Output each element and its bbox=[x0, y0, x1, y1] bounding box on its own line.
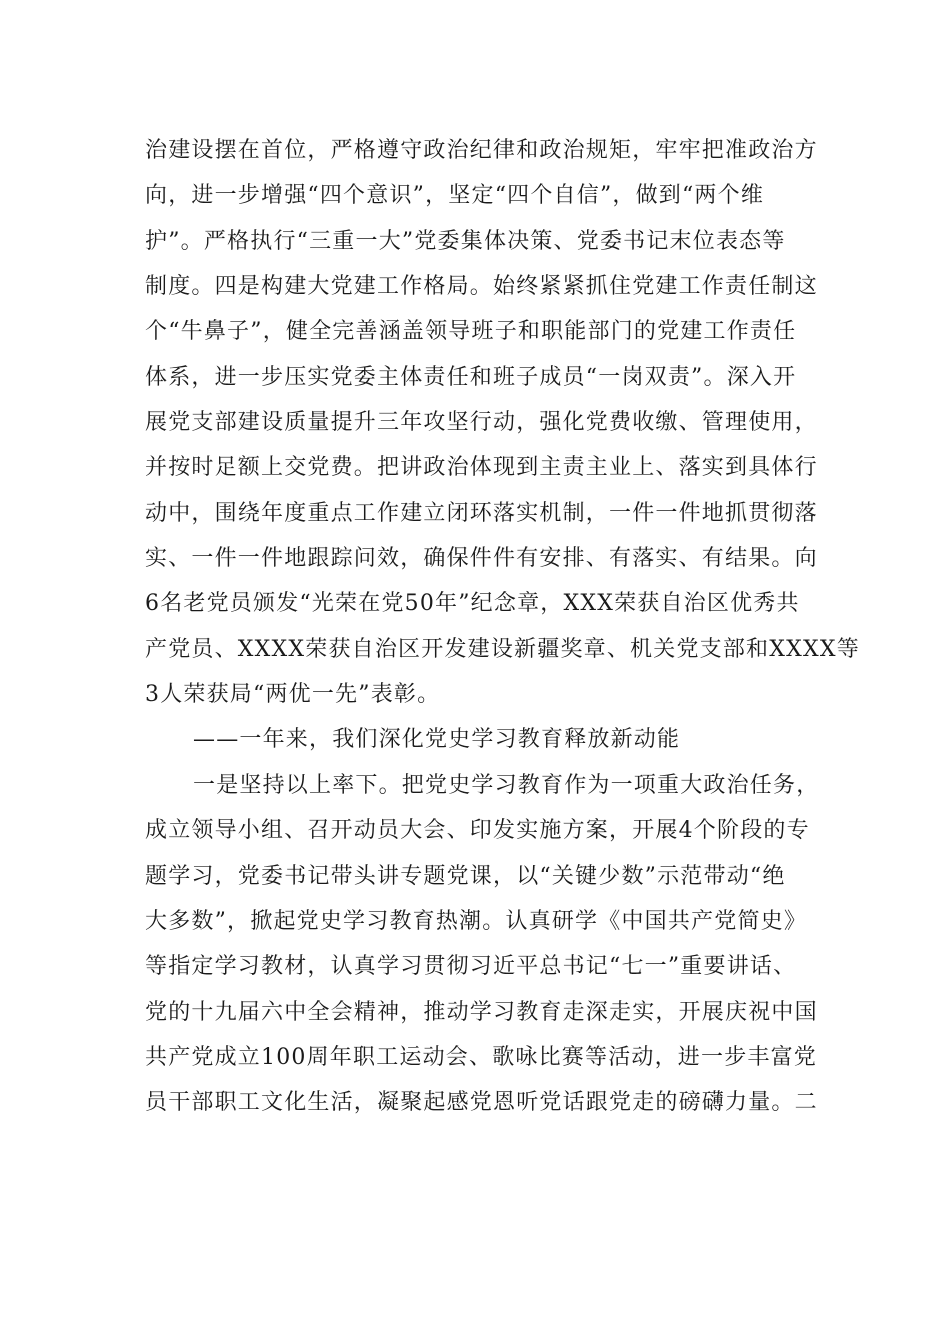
text-line-5: 个“牛鼻子”，健全完善涵盖领导班子和职能部门的党建工作责任 bbox=[145, 319, 797, 345]
text-line-7: 展党支部建设质量提升三年攻坚行动，强化党费收缴、管理使用， bbox=[145, 410, 818, 436]
text-line-4: 制度。四是构建大党建工作格局。始终紧紧抓住党建工作责任制这 bbox=[145, 274, 818, 300]
text-line-20: 党的十九届六中全会精神，推动学习教育走深走实，开展庆祝中国 bbox=[145, 999, 818, 1025]
text-line-6: 体系，进一步压实党委主体责任和班子成员“一岗双责”。深入开 bbox=[145, 364, 797, 390]
text-line-8: 并按时足额上交党费。把讲政治体现到主责主业上、落实到具体行 bbox=[145, 455, 818, 481]
text-line-17: 题学习，党委书记带头讲专题党课，以“关键少数”示范带动“绝 bbox=[145, 863, 786, 889]
text-line-12: 产党员、XXXX荣获自治区开发建设新疆奖章、机关党支部和XXXX等 bbox=[145, 636, 860, 662]
body-text bbox=[145, 128, 860, 1126]
text-line-15: 一是坚持以上率下。把党史学习教育作为一项重大政治任务， bbox=[193, 772, 820, 798]
text-line-11: 6名老党员颁发“光荣在党50年”纪念章，XXX荣获自治区优秀共 bbox=[145, 591, 800, 617]
section-heading: ——一年来，我们深化党史学习教育释放新动能 bbox=[193, 727, 681, 753]
text-line-21: 共产党成立100周年职工运动会、歌咏比赛等活动，进一步丰富党 bbox=[145, 1044, 817, 1070]
text-line-16: 成立领导小组、召开动员大会、印发实施方案，开展4个阶段的专 bbox=[145, 818, 810, 844]
text-line-22: 员干部职工文化生活，凝聚起感党恩听党话跟党走的磅礴力量。二 bbox=[145, 1090, 818, 1116]
text-line-10: 实、一件一件地跟踪问效，确保件件有安排、有落实、有结果。向 bbox=[145, 546, 818, 572]
text-line-9: 动中，围绕年度重点工作建立闭环落实机制，一件一件地抓贯彻落 bbox=[145, 500, 818, 526]
text-line-19: 等指定学习教材，认真学习贯彻习近平总书记“七一”重要讲话、 bbox=[145, 954, 797, 980]
text-line-3: 护”。严格执行“三重一大”党委集体决策、党委书记末位表态等 bbox=[145, 228, 786, 254]
text-line-18: 大多数”，掀起党史学习教育热潮。认真研学《中国共产党简史》 bbox=[145, 908, 808, 934]
text-line-1: 治建设摆在首位，严格遵守政治纪律和政治规矩，牢牢把准政治方 bbox=[145, 138, 818, 163]
text-line-13: 3人荣获局“两优一先”表彰。 bbox=[145, 682, 441, 708]
text-line-2: 向，进一步增强“四个意识”，坚定“四个自信”，做到“两个维 bbox=[145, 183, 765, 209]
